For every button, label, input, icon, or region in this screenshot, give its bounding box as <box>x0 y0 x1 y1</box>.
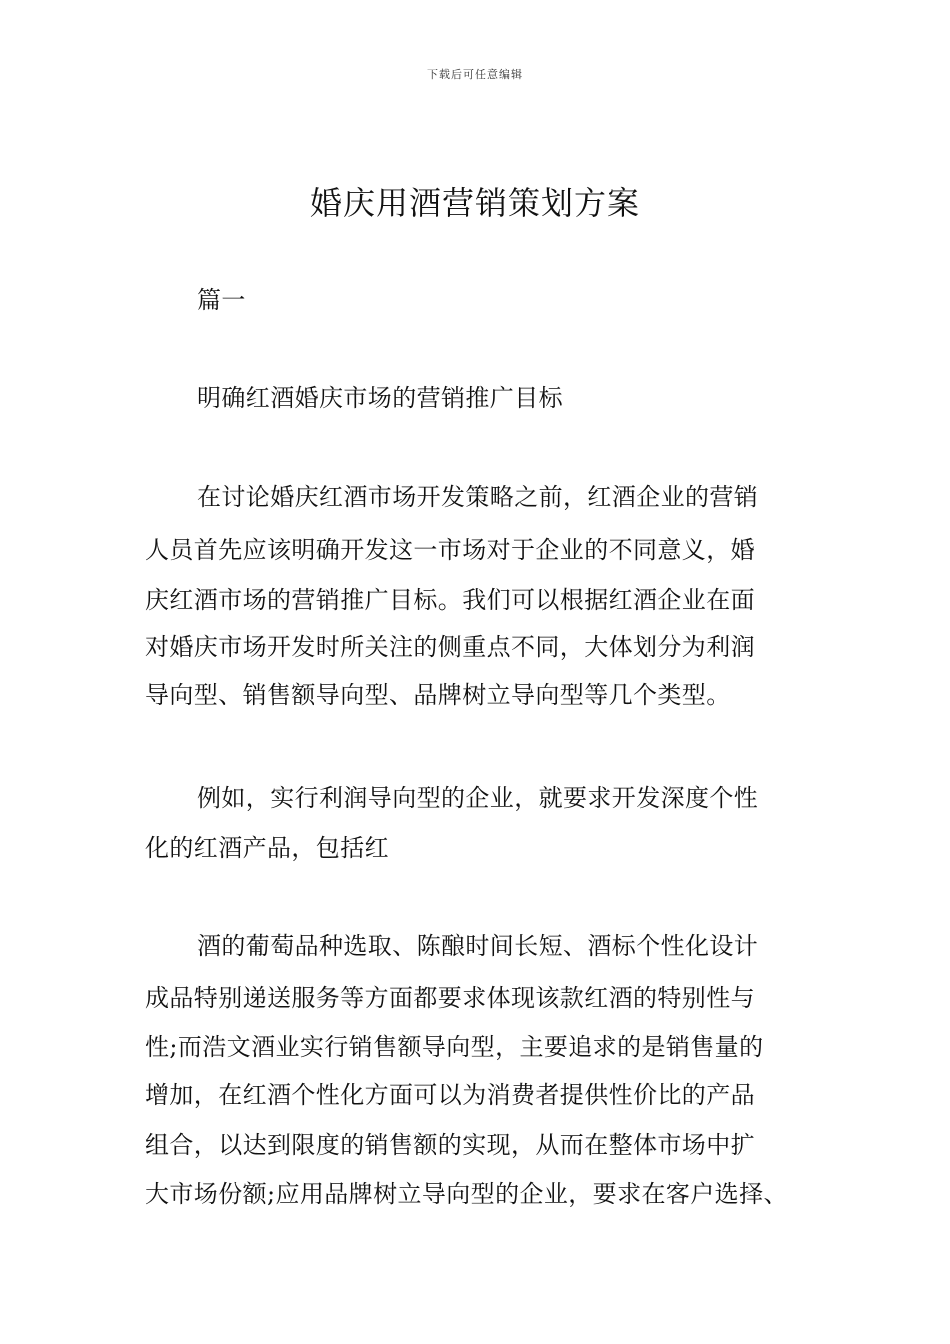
paragraph-3-line-2: 成品特别递送服务等方面都要求体现该款红酒的特别性与 <box>145 984 755 1012</box>
paragraph-1-line-2: 人员首先应该明确开发这一市场对于企业的不同意义，婚 <box>145 536 755 564</box>
subheading: 明确红酒婚庆市场的营销推广目标 <box>197 384 563 412</box>
paragraph-3-line-1: 酒的葡萄品种选取、陈酿时间长短、酒标个性化设计 <box>197 932 759 960</box>
paragraph-1-line-3: 庆红酒市场的营销推广目标。我们可以根据红酒企业在面 <box>145 586 755 614</box>
document-title: 婚庆用酒营销策划方案 <box>309 184 640 222</box>
paragraph-3-line-6: 大市场份额;应用品牌树立导向型的企业，要求在客户选择、 <box>145 1180 788 1208</box>
paragraph-3-line-3: 性;而浩文酒业实行销售额导向型，主要追求的是销售量的 <box>145 1033 764 1061</box>
paragraph-3-line-5: 组合，以达到限度的销售额的实现，从而在整体市场中扩 <box>145 1131 755 1159</box>
header-note: 下载后可任意编辑 <box>427 68 523 81</box>
section-label: 篇一 <box>197 286 246 314</box>
paragraph-1-line-5: 导向型、销售额导向型、品牌树立导向型等几个类型。 <box>145 681 731 709</box>
paragraph-2-line-2: 化的红酒产品，包括红 <box>145 834 389 862</box>
paragraph-1-line-1: 在讨论婚庆红酒市场开发策略之前，红酒企业的营销 <box>197 483 759 511</box>
paragraph-2-line-1: 例如，实行利润导向型的企业，就要求开发深度个性 <box>197 784 759 812</box>
paragraph-1-line-4: 对婚庆市场开发时所关注的侧重点不同，大体划分为利润 <box>145 633 755 661</box>
paragraph-3-line-4: 增加，在红酒个性化方面可以为消费者提供性价比的产品 <box>145 1081 755 1109</box>
